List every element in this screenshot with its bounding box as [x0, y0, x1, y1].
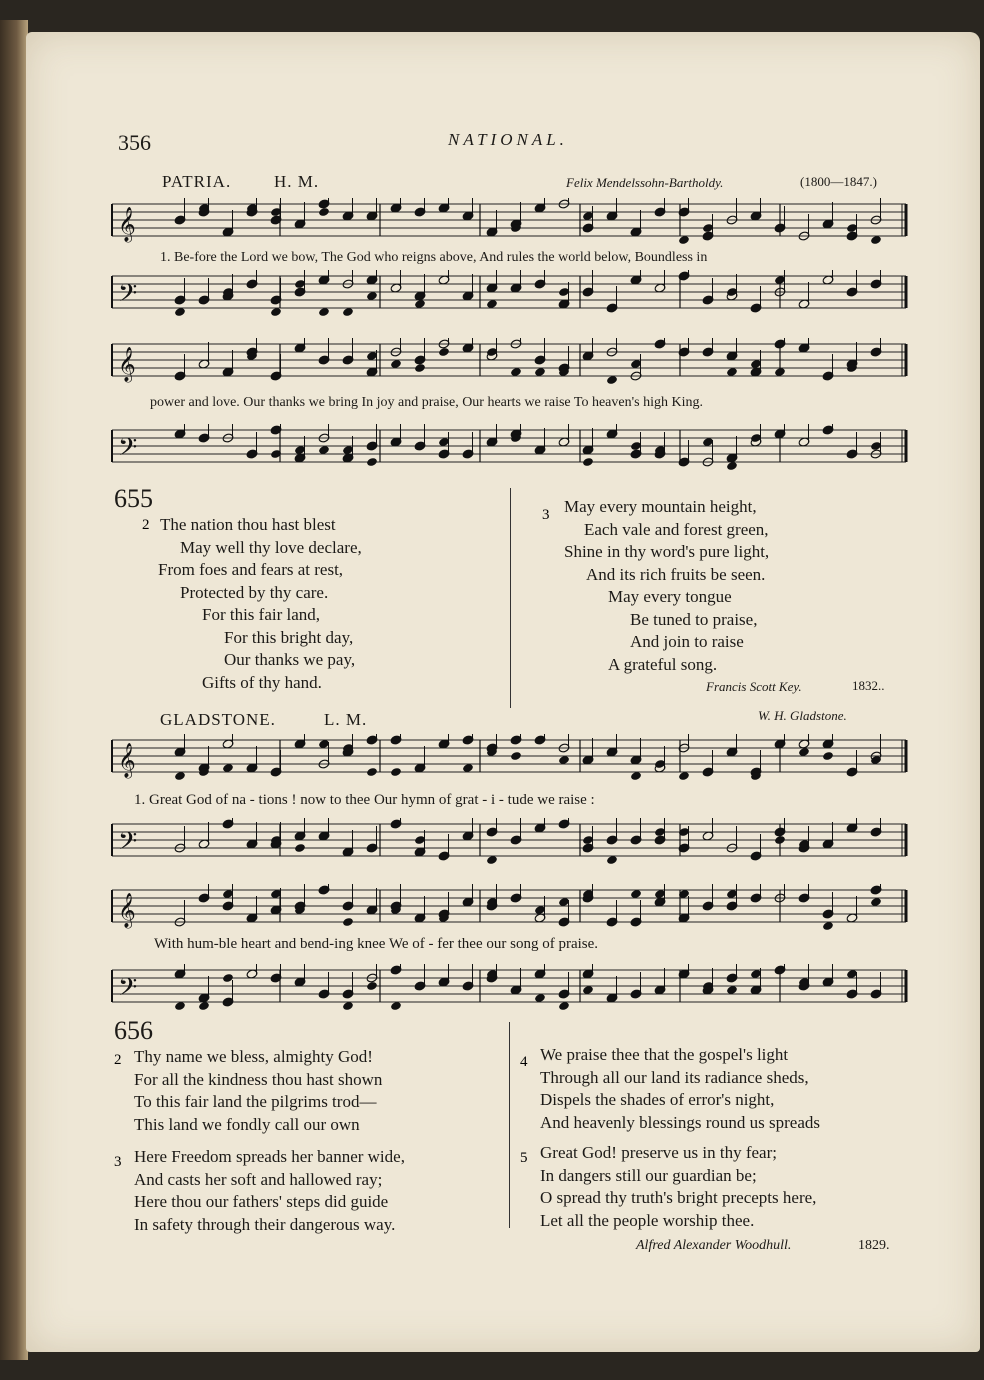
stanza-line: And join to raise — [630, 632, 744, 651]
hymn-656-stanza-5-number: 5 — [520, 1150, 528, 1166]
gladstone-meter: L. M. — [324, 710, 368, 729]
hymn-656-stanza-5 — [540, 1142, 816, 1232]
stanza-line: Be tuned to praise, — [630, 609, 758, 629]
hymn-656-stanza-4 — [540, 1044, 820, 1134]
hymn-655-stanza-3-number: 3 — [542, 507, 550, 523]
patria-bass-staff-1 — [110, 270, 910, 318]
hymn-655-year: 1832.. — [852, 678, 885, 693]
stanza-line: We praise thee that the gospel's light — [540, 1045, 789, 1064]
patria-dates: (1800—1847.) — [800, 174, 877, 189]
stanza-line: Our thanks we pay, — [224, 650, 356, 669]
stanza-line: May every mountain height, — [564, 497, 757, 516]
svg-text:𝄞: 𝄞 — [118, 894, 136, 927]
stanza-line: Gifts of thy hand. — [202, 672, 322, 692]
hymn-656-stanza-4-number: 4 — [520, 1054, 528, 1070]
hymn-655-stanza-3 — [564, 496, 769, 676]
stanza-line: Here Freedom spreads her banner wide, — [134, 1147, 405, 1166]
stanza-line: Each vale and forest green, — [584, 519, 769, 539]
hymn-656-number: 656 — [114, 1016, 153, 1045]
stanza-line: And heavenly blessings round us spreads — [540, 1112, 820, 1132]
stanza-line: Protected by thy care. — [180, 582, 329, 602]
patria-meter: H. M. — [274, 172, 320, 191]
hymn-656-year: 1829. — [858, 1238, 890, 1253]
stanza-line: From foes and fears at rest, — [158, 560, 344, 579]
hymn-656-stanza-3 — [134, 1146, 405, 1236]
stanza-line: Let all the people worship thee. — [540, 1210, 755, 1230]
svg-text:𝄞: 𝄞 — [118, 208, 136, 241]
gladstone-tune-name: GLADSTONE. — [160, 710, 276, 729]
gladstone-composer: W. H. Gladstone. — [758, 708, 847, 723]
svg-text:𝄢: 𝄢 — [118, 434, 138, 467]
patria-lyric-line-1: 1. Be-fore the Lord we bow, The God who reigns above, And rules the world below, Boundless in — [160, 250, 708, 265]
hymn-655-stanza-2 — [158, 514, 362, 694]
patria-bass-staff-2 — [110, 424, 910, 472]
stanza-line: For this bright day, — [224, 627, 354, 647]
stanza-line: In dangers still our guardian be; — [540, 1165, 757, 1185]
hymn-655-number: 655 — [114, 484, 153, 513]
svg-text:𝄢: 𝄢 — [118, 828, 138, 861]
stanza-line: Through all our land its radiance sheds, — [540, 1067, 809, 1087]
column-divider — [510, 488, 511, 708]
stanza-line: Great God! preserve us in thy fear; — [540, 1143, 777, 1162]
hymn-656-stanza-2-number: 2 — [114, 1052, 122, 1068]
svg-text:𝄢: 𝄢 — [118, 280, 138, 313]
patria-treble-staff-2 — [110, 338, 910, 386]
column-divider — [509, 1022, 510, 1228]
svg-text:𝄞: 𝄞 — [118, 744, 136, 777]
running-title: NATIONAL. — [448, 130, 568, 149]
stanza-line: Thy name we bless, almighty God! — [134, 1047, 373, 1066]
stanza-line: For this fair land, — [202, 605, 321, 624]
stanza-line: Dispels the shades of error's night, — [540, 1090, 775, 1109]
gladstone-lyric-line-1: 1. Great God of na - tions ! now to thee Our hymn of grat - i - tude we raise : — [134, 792, 595, 808]
book-spine — [0, 20, 28, 1360]
svg-text:𝄞: 𝄞 — [118, 348, 136, 381]
patria-tune-name: PATRIA. — [162, 172, 232, 191]
hymn-656-stanza-2 — [134, 1046, 382, 1136]
gladstone-treble-staff-2 — [110, 884, 910, 932]
gladstone-bass-staff-1 — [110, 818, 910, 866]
patria-treble-staff-1 — [110, 198, 910, 246]
patria-lyric-line-2: power and love. Our thanks we bring In joy and praise, Our hearts we raise To heaven's high King. — [150, 395, 703, 410]
stanza-line: And its rich fruits be seen. — [586, 564, 766, 584]
stanza-line: O spread thy truth's bright precepts here, — [540, 1188, 817, 1207]
gladstone-treble-staff-1 — [110, 734, 910, 782]
hymn-655-stanza-2-number: 2 — [142, 517, 150, 533]
stanza-line: May well thy love declare, — [180, 537, 362, 557]
stanza-line: And casts her soft and hallowed ray; — [134, 1169, 383, 1189]
stanza-line: For all the kindness thou hast shown — [134, 1069, 383, 1089]
stanza-line: Here thou our fathers' steps did guide — [134, 1192, 389, 1211]
stanza-line: A grateful song. — [608, 654, 718, 674]
stanza-line: This land we fondly call our own — [134, 1114, 360, 1134]
gladstone-lyric-line-2: With hum-ble heart and bend-ing knee We of - fer thee our song of praise. — [154, 936, 599, 952]
hymn-656-author: Alfred Alexander Woodhull. — [636, 1238, 792, 1253]
stanza-line: May every tongue — [608, 587, 732, 606]
stanza-line: Shine in thy word's pure light, — [564, 542, 770, 561]
hymn-656-stanza-3-number: 3 — [114, 1154, 122, 1170]
patria-composer: Felix Mendelssohn-Bartholdy. — [566, 175, 724, 190]
stanza-line: To this fair land the pilgrims trod— — [134, 1092, 377, 1111]
page-number: 356 — [118, 130, 151, 155]
stanza-line: The nation thou hast blest — [160, 515, 336, 534]
hymn-655-author: Francis Scott Key. — [706, 679, 802, 694]
stanza-line: In safety through their dangerous way. — [134, 1214, 396, 1234]
svg-text:𝄢: 𝄢 — [118, 974, 138, 1007]
gladstone-bass-staff-2 — [110, 964, 910, 1012]
